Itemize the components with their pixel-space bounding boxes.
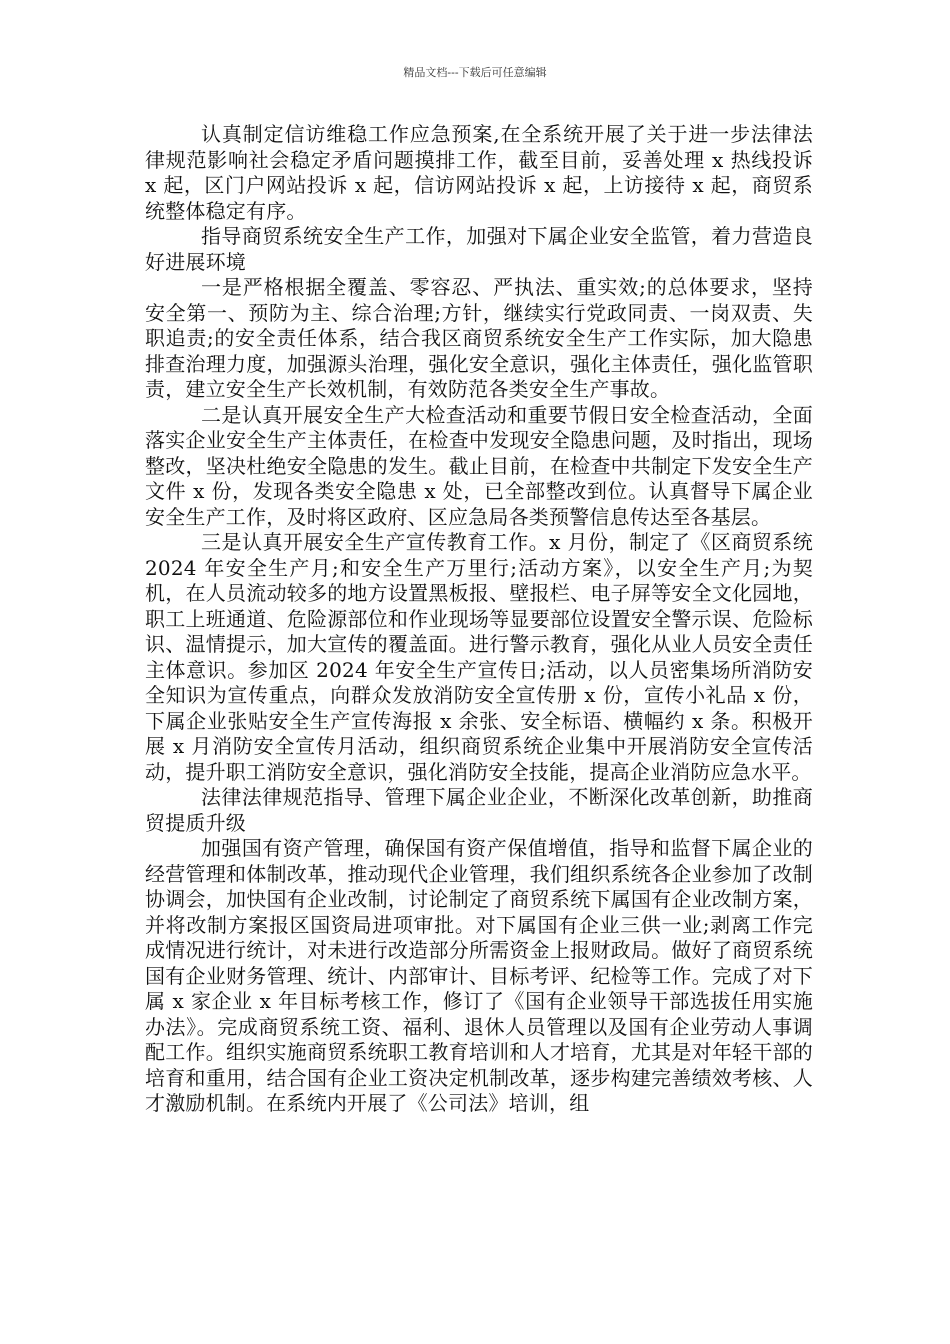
- paragraph-state-assets: 加强国有资产管理，确保国有资产保值增值，指导和监督下属企业的经营管理和体制改革，推动现代企业管理，我们组织系统各企业参加了改制协调会，加快国有企业改制，讨论制定了商贸系统下属国有企业改制方案，并将改制方案报区国资局进项审批。对下属国有企业三供一业;剥离工作完成情况进行统计，对未进行改造部分所需资金上报财政局。做好了商贸系统国有企业财务管理、统计、内部审计、目标考评、纪检等工作。完成了对下属 x 家企业 x 年目标考核工作，修订了《国有企业领导干部选拔任用实施办法》。完成商贸系统工资、福利、退休人员管理以及国有企业劳动人事调配工作。组织实施商贸系统职工教育培训和人才培育，尤其是对年轻干部的培育和重用，结合国有企业工资决定机制改革，逐步构建完善绩效考核、人才激励机制。在系统内开展了《公司法》培训，组: [145, 836, 813, 1115]
- paragraph-petition-stability: 认真制定信访维稳工作应急预案,在全系统开展了关于进一步法律法律规范影响社会稳定矛盾问题摸排工作，截至目前，妥善处理 x 热线投诉 x 起，区门户网站投诉 x 起，信访网站投诉 x 起，上访接待 x 起，商贸系统整体稳定有序。: [145, 122, 813, 223]
- document-header: 精品文档---下载后可任意编辑: [403, 66, 547, 79]
- paragraph-safety-heading: 指导商贸系统安全生产工作，加强对下属企业安全监管，着力营造良好进展环境: [145, 224, 813, 274]
- paragraph-safety-point-one: 一是严格根据全覆盖、零容忍、严执法、重实效;的总体要求，坚持安全第一、预防为主、综合治理;方针，继续实行党政同责、一岗双责、失职追责;的安全责任体系，结合我区商贸系统安全生产工作实际，加大隐患排查治理力度，加强源头治理，强化安全意识，强化主体责任，强化监管职责，建立安全生产长效机制，有效防范各类安全生产事故。: [145, 275, 813, 401]
- paragraph-safety-point-two: 二是认真开展安全生产大检查活动和重要节假日安全检查活动，全面落实企业安全生产主体责任，在检查中发现安全隐患问题，及时指出，现场整改，坚决杜绝安全隐患的发生。截止目前，在检查中共制定下发安全生产文件 x 份，发现各类安全隐患 x 处，已全部整改到位。认真督导下属企业安全生产工作，及时将区政府、区应急局各类预警信息传达至各基层。: [145, 402, 813, 529]
- paragraph-reform-heading: 法律法律规范指导、管理下属企业企业，不断深化改革创新，助推商贸提质升级: [145, 785, 813, 835]
- document-body: [145, 122, 813, 1117]
- paragraph-safety-point-three: 三是认真开展安全生产宣传教育工作。x 月份，制定了《区商贸系统 2024 年安全生产月;和安全生产万里行;活动方案》，以安全生产月;为契机，在人员流动较多的地方设置黑板报、壁报栏、电子屏等安全文化园地，职工上班通道、危险源部位和作业现场等显要部位设置安全警示误、危险标识、温情提示，加大宣传的覆盖面。进行警示教育，强化从业人员安全责任主体意识。参加区 2024 年安全生产宣传日;活动，以人员密集场所消防安全知识为宣传重点，向群众发放消防安全宣传册 x 份，宣传小礼品 x 份，下属企业张贴安全生产宣传海报 x 余张、安全标语、横幅约 x 条。积极开展 x 月消防安全宣传月活动，组织商贸系统企业集中开展消防安全宣传活动，提升职工消防安全意识，强化消防安全技能，提高企业消防应急水平。: [145, 530, 813, 784]
